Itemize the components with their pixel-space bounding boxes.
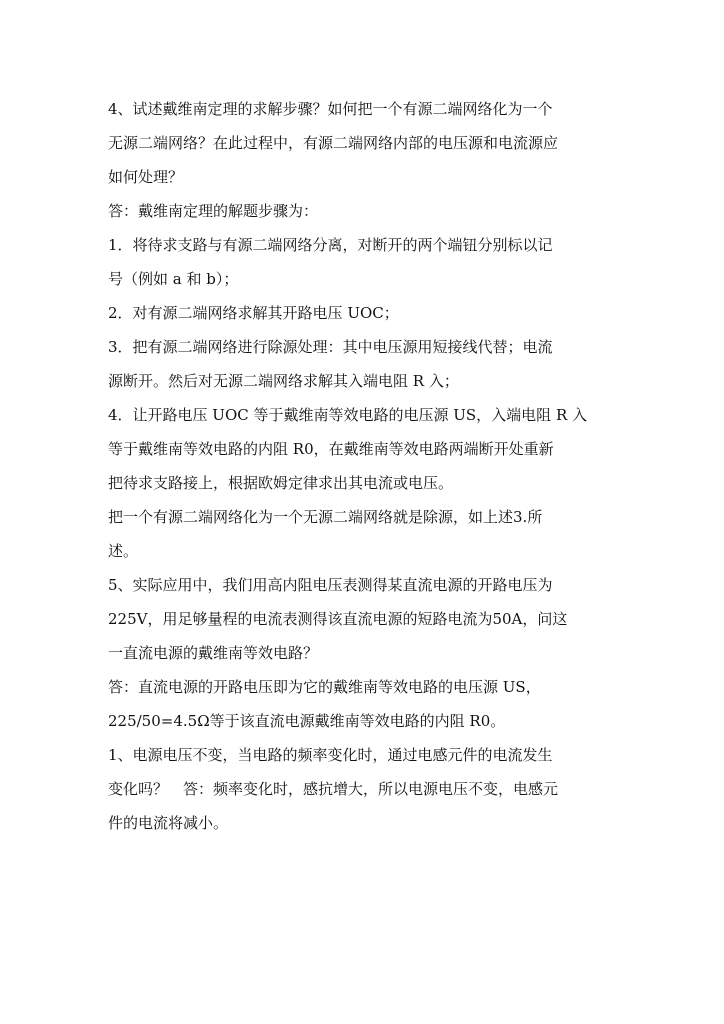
question-1-line-2: 变化吗？ 答：频率变化时，感抗增大，所以电源电压不变，电感元: [108, 780, 559, 798]
answer-5-line-2: 225/50=4.5Ω等于该直流电源戴维南等效电路的内阻 R0。: [108, 712, 506, 730]
answer-4-step-3-line-1: 3．把有源二端网络进行除源处理：其中电压源用短接线代替；电流: [108, 338, 553, 356]
answer-4-summary-line-2: 述。: [108, 542, 139, 560]
question-4-line-1: 4、试述戴维南定理的求解步骤？如何把一个有源二端网络化为一个: [108, 100, 553, 118]
answer-4-heading: 答：戴维南定理的解题步骤为：: [108, 202, 319, 220]
answer-4-summary-line-1: 把一个有源二端网络化为一个无源二端网络就是除源，如上述3.所: [108, 508, 543, 526]
question-4-line-2: 无源二端网络？在此过程中，有源二端网络内部的电压源和电流源应: [108, 134, 559, 152]
answer-5-line-1: 答：直流电源的开路电压即为它的戴维南等效电路的电压源 US，: [108, 678, 541, 696]
question-5-line-1: 5、实际应用中，我们用高内阻电压表测得某直流电源的开路电压为: [108, 576, 553, 594]
answer-4-step-3-line-2: 源断开。然后对无源二端网络求解其入端电阻 R 入；: [108, 372, 459, 390]
answer-4-step-2: 2．对有源二端网络求解其开路电压 UOC；: [108, 304, 399, 322]
question-5-line-2: 225V，用足够量程的电流表测得该直流电源的短路电流为50A，问这: [108, 610, 568, 628]
answer-4-step-4-line-3: 把待求支路接上，根据欧姆定律求出其电流或电压。: [108, 474, 454, 492]
question-5-line-3: 一直流电源的戴维南等效电路？: [108, 644, 319, 662]
question-1-line-3: 件的电流将减小。: [108, 814, 229, 832]
answer-4-step-4-line-1: 4．让开路电压 UOC 等于戴维南等效电路的电压源 US，入端电阻 R 入: [108, 406, 588, 424]
answer-4-step-1-line-2: 号（例如 a 和 b）；: [108, 270, 239, 288]
answer-4-step-4-line-2: 等于戴维南等效电路的内阻 R0，在戴维南等效电路两端断开处重新: [108, 440, 554, 458]
question-1-line-1: 1、电源电压不变，当电路的频率变化时，通过电感元件的电流发生: [108, 746, 553, 764]
question-4-line-3: 如何处理？: [108, 168, 184, 186]
document-body: [108, 92, 618, 840]
answer-4-step-1-line-1: 1．将待求支路与有源二端网络分离，对断开的两个端钮分别标以记: [108, 236, 553, 254]
